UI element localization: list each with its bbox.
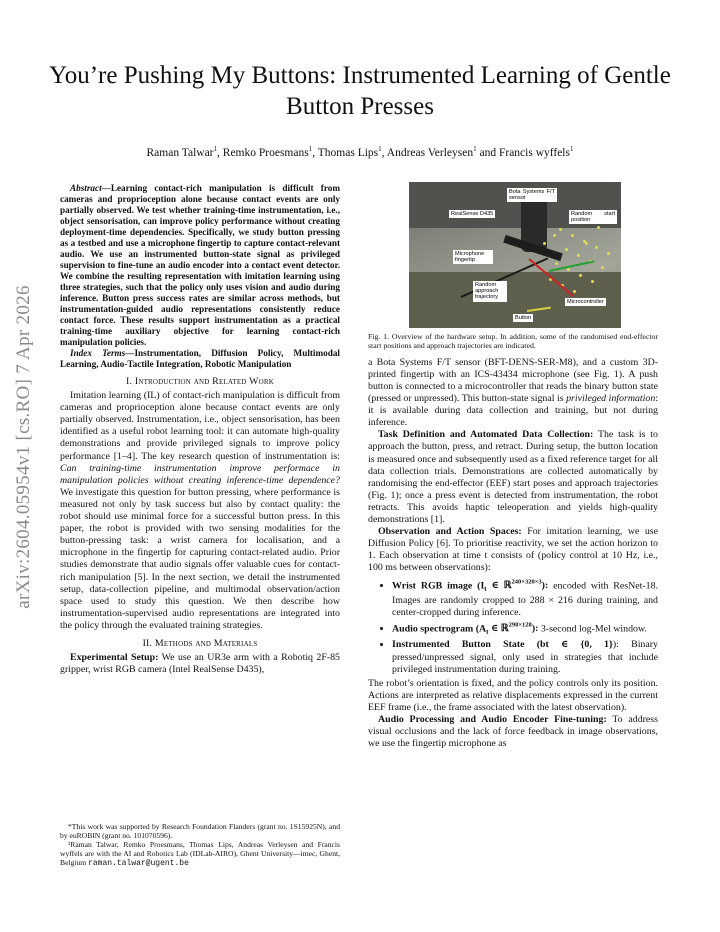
author-name: Francis wyffels <box>498 146 570 159</box>
intro-paragraph: Imitation learning (IL) of contact-rich manipulation is difficult from cameras and proprioception alone because contact events are only partially observed. Instrumentation, i.e., object sensorisation, has been identified as a useful robot learning tool: it can automate high-quality demonstrations and provide privileged signals to improve policy performance [1–4]. The key research question of instrumentation is: Can training-time instrumentation improve performace in manipulation policies without creating inference-time dependence? We investigate this question for button pressing, where performance is measured not only by task success but also by contact quality: the robot should use minimal force for a successful button press. In this paper, the robot is provided with two sensing modalities for the button-pressing task: a wrist camera for localisation, and a microphone in the fingertip for capturing contact-related audio. Prior studies demonstrate that audio signals offer valuable cues for contact-rich manipulation [5]. In the next section, we detail the instrumented setup, data-collection pipeline, and multimodal observation/action space used to study this question. We then describe how instrumentation-supervised audio representations are integrated into the policy through the evaluated training strategies. <box>60 390 340 631</box>
author-name: Remko Proesmans <box>222 146 309 159</box>
action-space-paragraph: The robot’s orientation is fixed, and the policy controls only its position. Actions are interpreted as relative displacements expressed in the current EEF frame (i.e., the frame associated with the latest observation). <box>368 677 658 713</box>
abstract-text: Learning contact-rich manipulation is difficult from cameras and proprioception alone because contact events are only partially observed. We test whether training-time instrumentation, i.e., object sensorisation, can improve policy performance without creating deployment-time dependencies. Specifically, we study button pressing as a testbed and use a microphone fingertip to capture contact-relevant audio. We use an instrumented button-state signal as privileged supervision to fine-tune an audio encoder into a contact event detector. We combine the resulting representation with imitation learning using three strategies, such that the policy only uses vision and audio during inference. Button press success rates are similar across methods, but instrumentation-guided audio representations consistently reduce contact force. These results support instrumentation as a practical training-time auxiliary objective for learning contact-rich manipulation policies. <box>60 183 340 347</box>
start-position-dot <box>559 228 562 231</box>
label-random-start: Random start position <box>571 211 615 224</box>
affiliation-footnote: ¹Raman Talwar, Remko Proesmans, Thomas Lips, Andreas Verleysen and Francis wyffels are with the AI and Robotics Lab (IDLab-AIRO), Ghent University—imec, Ghent, Belgium raman.talwar@ugent.be <box>60 840 340 868</box>
abstract <box>60 183 340 348</box>
abstract-label: Abstract— <box>70 183 111 193</box>
section-heading-intro: I. Introduction and Related Work <box>126 376 274 387</box>
start-position-dot <box>553 234 556 237</box>
author-affiliation: 1 <box>378 145 382 153</box>
task-definition-paragraph: Task Definition and Automated Data Collection: The task is to approach the button, press, and retract. During setup, the button location is measured once and subsequently used as a fixed reference target for all data collection trials. Demonstrations are collected automatically by randomising the end-effector (EEF) start poses and approach trajectories (Fig. 1); once a press event is detected from instrumentation, the robot retracts. This avoids haptic teleoperation and yields high-quality demonstrations [1]. <box>368 429 658 526</box>
label-realsense: RealSense D435 <box>451 211 494 217</box>
author-affiliation: 1 <box>308 145 313 153</box>
experimental-setup-label: Experimental Setup: <box>70 652 159 664</box>
start-position-dot <box>543 242 546 245</box>
start-position-dot <box>579 274 582 277</box>
research-question: Can training-time instrumentation improve performace in manipulation policies without creating inference-time dependence? <box>60 462 340 486</box>
list-item: • Instrumented Button State (bt ∈ {0, 1}): Binary pressed/unpressed signal, only used in strategies that include privileged instrumentation during training. <box>392 639 658 675</box>
label-microcontroller: Microcontroller <box>567 299 604 305</box>
author-affiliation: 1 <box>473 145 477 153</box>
right-column <box>368 182 658 750</box>
start-position-dot <box>555 262 558 265</box>
start-position-dot <box>577 254 580 257</box>
list-item: • Audio spectrogram ($A_t$ ∈ ℝ$^{298\times 128}$): 3-second log-Mel window. <box>392 620 658 638</box>
left-column <box>60 183 340 676</box>
start-position-dot <box>595 246 598 249</box>
start-position-dot <box>591 280 594 283</box>
label-approach: Random approach trajectory <box>473 281 507 302</box>
hardware-setup-figure <box>409 182 621 328</box>
arxiv-identifier: arXiv:2604.05954v1 [cs.RO] 7 Apr 2026 <box>13 285 34 609</box>
start-position-dot <box>597 226 600 229</box>
start-position-dot <box>601 266 604 269</box>
author-affiliation: 1 <box>213 145 218 153</box>
start-position-dot <box>585 242 588 245</box>
author-name: Raman Talwar <box>146 146 214 159</box>
author-email: raman.talwar@ugent.be <box>88 859 189 868</box>
privileged-information-term: privileged information <box>566 393 656 405</box>
label-bota-sensor: Bota Systems F/T sensor <box>509 189 555 202</box>
observation-list <box>368 577 658 676</box>
paper-title: You’re Pushing My Buttons: Instrumented Learning of Gentle Button Presses <box>49 62 671 120</box>
start-position-dot <box>567 268 570 271</box>
author-list: Raman Talwar$^1$, Remko Proesmans$^1$, Thomas Lips$^1$, Andreas Verleysen$^1$ and Francis wyffels$^1$ <box>146 145 574 159</box>
author-name: Thomas Lips <box>317 146 379 159</box>
start-position-dot <box>571 234 574 237</box>
index-terms-label: Index Terms— <box>70 348 135 358</box>
funding-footnote: *This work was supported by Research Foundation Flanders (grant no. 1S15925N), and by euROBIN (grant no. 101070596). <box>60 822 340 840</box>
audio-processing-paragraph: Audio Processing and Audio Encoder Fine-tuning: To address visual occlusions and the lack of force feedback in image observations, we use the fingertip microphone as <box>368 713 658 750</box>
index-terms-text: Instrumentation, Diffusion Policy, Multimodal Learning, Audio-Tactile Integration, Robotic Manipulation <box>60 348 340 369</box>
start-position-dot <box>573 290 576 293</box>
experimental-setup-paragraph: Experimental Setup: We use an UR3e arm with a Robotiq 2F-85 gripper, wrist RGB camera (Intel RealSense D435), <box>60 652 340 676</box>
label-microphone: Microphone fingertip <box>453 250 493 264</box>
author-affiliation: 1 <box>569 145 574 153</box>
author-name: Andreas Verleysen <box>386 146 474 159</box>
start-position-dot <box>607 252 610 255</box>
audio-processing-label: Audio Processing and Audio Encoder Fine-tuning: <box>378 713 607 725</box>
index-terms <box>60 348 340 370</box>
list-item: • Wrist RGB image ($I_t$ ∈ ℝ$^{240\times 320\times 3}$): encoded with ResNet-18. Images are randomly cropped to 288 × 216 during training, and center-cropped during inference. <box>392 577 658 620</box>
setup-continued-paragraph: a Bota Systems F/T sensor (BFT-DENS-SER-M8), and a custom 3D-printed fingertip with an ICS-43434 microphone (see Fig. 1). A push button is connected to a microcontroller that reads the binary button state (pressed or unpressed). This button-state signal is privileged information: it is available during data collection and training, but not during inference. <box>368 356 659 429</box>
figure-caption: Fig. 1. Overview of the hardware setup. In addition, some of the randomised end-effector start positions and approach trajectories are indicated. <box>368 332 658 351</box>
section-heading-methods: II. Methods and Materials <box>142 637 258 649</box>
label-button: Button <box>515 315 532 321</box>
task-definition-label: Task Definition and Automated Data Collection: <box>378 429 594 441</box>
footnotes <box>60 822 340 868</box>
observation-space-paragraph: Observation and Action Spaces: For imitation learning, we use Diffusion Policy [6]. To prioritise reactivity, we set the action horizon to 1. Each observation at time t consists of (policy control at 10 Hz, i.e., 100 ms between observations): <box>368 526 658 574</box>
observation-space-label: Observation and Action Spaces: <box>378 526 522 538</box>
start-position-dot <box>565 248 568 251</box>
